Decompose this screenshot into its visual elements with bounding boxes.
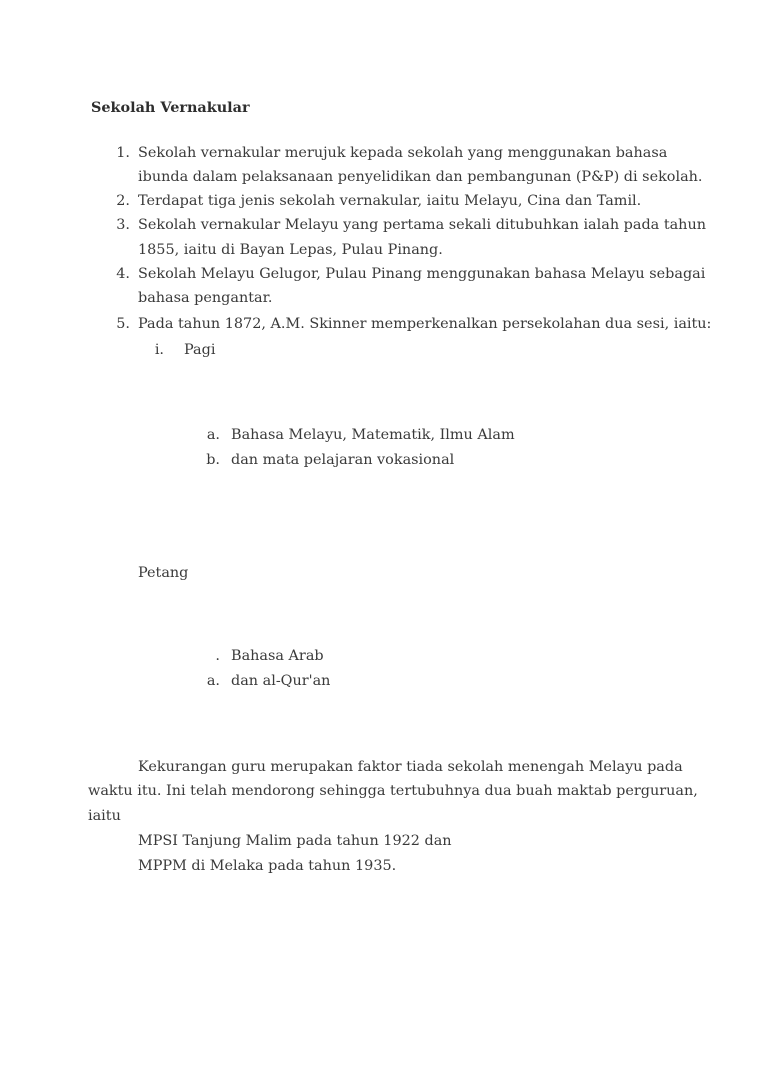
- list-item-line: Sekolah Melayu Gelugor, Pulau Pinang menggunakan bahasa Melayu sebagai: [138, 266, 706, 282]
- list-marker: 4.: [116, 266, 130, 282]
- list-item-line: 1855, iaitu di Bayan Lepas, Pulau Pinang.: [138, 242, 443, 258]
- college-line: MPSI Tanjung Malim pada tahun 1922 dan: [138, 833, 452, 849]
- subject-marker: b.: [206, 452, 220, 468]
- list-marker: 3.: [116, 217, 130, 233]
- paragraph-line: waktu itu. Ini telah mendorong sehingga tertubuhnya dua buah maktab perguruan,: [88, 783, 698, 799]
- list-marker: 2.: [116, 193, 130, 209]
- page-title: Sekolah Vernakular: [91, 99, 250, 116]
- list-item-line: Terdapat tiga jenis sekolah vernakular, iaitu Melayu, Cina dan Tamil.: [138, 193, 642, 209]
- list-item-line: bahasa pengantar.: [138, 290, 273, 306]
- subject-item: dan mata pelajaran vokasional: [231, 452, 455, 468]
- list-item-line: Sekolah vernakular merujuk kepada sekolah yang menggunakan bahasa: [138, 145, 668, 161]
- subject-marker: .: [215, 648, 220, 664]
- session-label: Pagi: [184, 342, 216, 358]
- subject-marker: a.: [206, 673, 220, 689]
- subject-marker: a.: [206, 427, 220, 443]
- list-marker: 1.: [116, 145, 130, 161]
- list-item-line: Sekolah vernakular Melayu yang pertama sekali ditubuhkan ialah pada tahun: [138, 217, 706, 233]
- subject-item: Bahasa Arab: [231, 648, 324, 664]
- list-marker: 5.: [116, 316, 130, 332]
- college-line: MPPM di Melaka pada tahun 1935.: [138, 858, 397, 874]
- session-marker: i.: [154, 342, 164, 358]
- list-item-line: ibunda dalam pelaksanaan penyelidikan dan pembangunan (P&P) di sekolah.: [138, 169, 703, 185]
- subject-item: Bahasa Melayu, Matematik, Ilmu Alam: [231, 427, 515, 443]
- paragraph-line: iaitu: [88, 808, 121, 824]
- paragraph-line: Kekurangan guru merupakan faktor tiada sekolah menengah Melayu pada: [138, 759, 683, 775]
- subject-item: dan al-Qur'an: [231, 673, 331, 689]
- list-item-line: Pada tahun 1872, A.M. Skinner memperkenalkan persekolahan dua sesi, iaitu:: [138, 316, 712, 332]
- session-label: Petang: [138, 565, 189, 581]
